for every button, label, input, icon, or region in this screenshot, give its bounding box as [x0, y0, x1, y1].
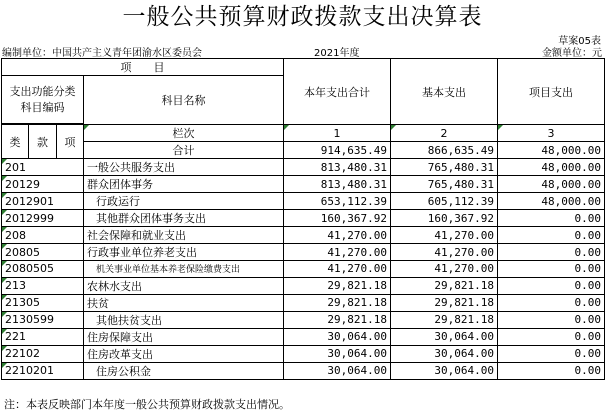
total-cell: 30,064.00 — [284, 345, 391, 362]
header-project-exp: 项目支出 — [498, 59, 605, 125]
amount-unit: 金额单位：元 — [542, 48, 602, 59]
table-row — [2, 294, 605, 311]
project-cell: 0.00 — [498, 345, 605, 362]
subject-name-cell: 住房公积金 — [84, 362, 284, 379]
table-row — [2, 159, 605, 176]
func-code-cell: 2012901 — [2, 193, 84, 210]
total-cell: 30,064.00 — [284, 362, 391, 379]
project-cell: 0.00 — [498, 210, 605, 227]
project-cell: 0.00 — [498, 277, 605, 294]
header-total: 本年支出合计 — [284, 59, 391, 125]
header-subject-name: 科目名称 — [84, 76, 284, 125]
table-row — [2, 176, 605, 193]
report-title: 一般公共预算财政拨款支出决算表 — [122, 4, 483, 30]
func-code-cell: 221 — [2, 328, 84, 345]
basic-cell: 41,270.00 — [391, 261, 498, 278]
func-code-cell: 20805 — [2, 244, 84, 261]
org-label: 编制单位：中国共产主义青年团渝水区委员会 — [2, 48, 202, 59]
report-meta-row — [2, 44, 602, 58]
fiscal-year: 2021年度 — [314, 48, 360, 59]
subject-name-cell: 农林水支出 — [84, 277, 284, 294]
header-xiang: 项 — [57, 125, 84, 159]
col-number-3: 3 — [498, 125, 605, 142]
subject-name-cell: 住房保障支出 — [84, 328, 284, 345]
footnote: 注：本表反映部门本年度一般公共预算财政拨款支出情况。 — [4, 398, 290, 411]
subject-name-cell: 群众团体事务 — [84, 176, 284, 193]
total-cell: 653,112.39 — [284, 193, 391, 210]
func-code-cell: 2210201 — [2, 362, 84, 379]
subject-name-cell: 扶贫 — [84, 294, 284, 311]
total-cell: 813,480.31 — [284, 176, 391, 193]
header-kuan: 款 — [29, 125, 57, 159]
table-row — [2, 328, 605, 345]
expenditure-table — [1, 58, 605, 380]
table-row — [2, 227, 605, 244]
project-cell: 0.00 — [498, 261, 605, 278]
func-code-cell: 208 — [2, 227, 84, 244]
basic-cell: 30,064.00 — [391, 328, 498, 345]
func-code-cell: 201 — [2, 159, 84, 176]
func-code-cell: 22102 — [2, 345, 84, 362]
subject-name-cell: 其他扶贫支出 — [84, 311, 284, 328]
table-row — [2, 362, 605, 379]
total-basic: 866,635.49 — [391, 142, 498, 159]
total-cell: 29,821.18 — [284, 277, 391, 294]
basic-cell: 41,270.00 — [391, 244, 498, 261]
subject-name-cell: 机关事业单位基本养老保险缴费支出 — [84, 261, 284, 278]
func-code-cell: 2080505 — [2, 261, 84, 278]
total-amount: 914,635.49 — [284, 142, 391, 159]
project-cell: 0.00 — [498, 362, 605, 379]
total-label: 合计 — [84, 142, 284, 159]
col-number-2: 2 — [391, 125, 498, 142]
header-project: 项 目 — [2, 59, 284, 76]
total-cell: 30,064.00 — [284, 328, 391, 345]
func-code-cell: 2012999 — [2, 210, 84, 227]
table-row — [2, 345, 605, 362]
basic-cell: 29,821.18 — [391, 277, 498, 294]
project-cell: 0.00 — [498, 294, 605, 311]
header-lei: 类 — [2, 125, 29, 159]
table-row — [2, 210, 605, 227]
form-number: 草案05表 — [558, 36, 601, 47]
total-cell: 41,270.00 — [284, 227, 391, 244]
basic-cell: 30,064.00 — [391, 345, 498, 362]
table-row — [2, 244, 605, 261]
basic-cell: 160,367.92 — [391, 210, 498, 227]
subject-name-cell: 社会保障和就业支出 — [84, 227, 284, 244]
project-cell: 48,000.00 — [498, 176, 605, 193]
subject-name-cell: 行政运行 — [84, 193, 284, 210]
func-code-cell: 21305 — [2, 294, 84, 311]
project-cell: 0.00 — [498, 328, 605, 345]
func-code-cell: 20129 — [2, 176, 84, 193]
basic-cell: 29,821.18 — [391, 311, 498, 328]
project-cell: 48,000.00 — [498, 193, 605, 210]
func-code-cell: 213 — [2, 277, 84, 294]
subject-name-cell: 行政事业单位养老支出 — [84, 244, 284, 261]
table-row — [2, 311, 605, 328]
basic-cell: 765,480.31 — [391, 159, 498, 176]
total-cell: 813,480.31 — [284, 159, 391, 176]
header-func-code: 支出功能分类 科目编码 — [2, 76, 84, 124]
total-cell: 41,270.00 — [284, 244, 391, 261]
project-cell: 0.00 — [498, 227, 605, 244]
project-cell: 0.00 — [498, 311, 605, 328]
basic-cell: 765,480.31 — [391, 176, 498, 193]
func-code-cell: 2130599 — [2, 311, 84, 328]
subject-name-cell: 其他群众团体事务支出 — [84, 210, 284, 227]
project-cell: 48,000.00 — [498, 159, 605, 176]
basic-cell: 605,112.39 — [391, 193, 498, 210]
subject-name-cell: 住房改革支出 — [84, 345, 284, 362]
total-cell: 160,367.92 — [284, 210, 391, 227]
total-project: 48,000.00 — [498, 142, 605, 159]
total-cell: 29,821.18 — [284, 294, 391, 311]
basic-cell: 41,270.00 — [391, 227, 498, 244]
table-row — [2, 193, 605, 210]
table-row — [2, 277, 605, 294]
basic-cell: 30,064.00 — [391, 362, 498, 379]
subject-name-cell: 一般公共服务支出 — [84, 159, 284, 176]
total-cell: 41,270.00 — [284, 261, 391, 278]
project-cell: 0.00 — [498, 244, 605, 261]
col-number-1: 1 — [284, 125, 391, 142]
total-cell: 29,821.18 — [284, 311, 391, 328]
header-basic: 基本支出 — [391, 59, 498, 125]
basic-cell: 29,821.18 — [391, 294, 498, 311]
table-row — [2, 261, 605, 278]
header-lanci: 栏次 — [84, 125, 284, 142]
